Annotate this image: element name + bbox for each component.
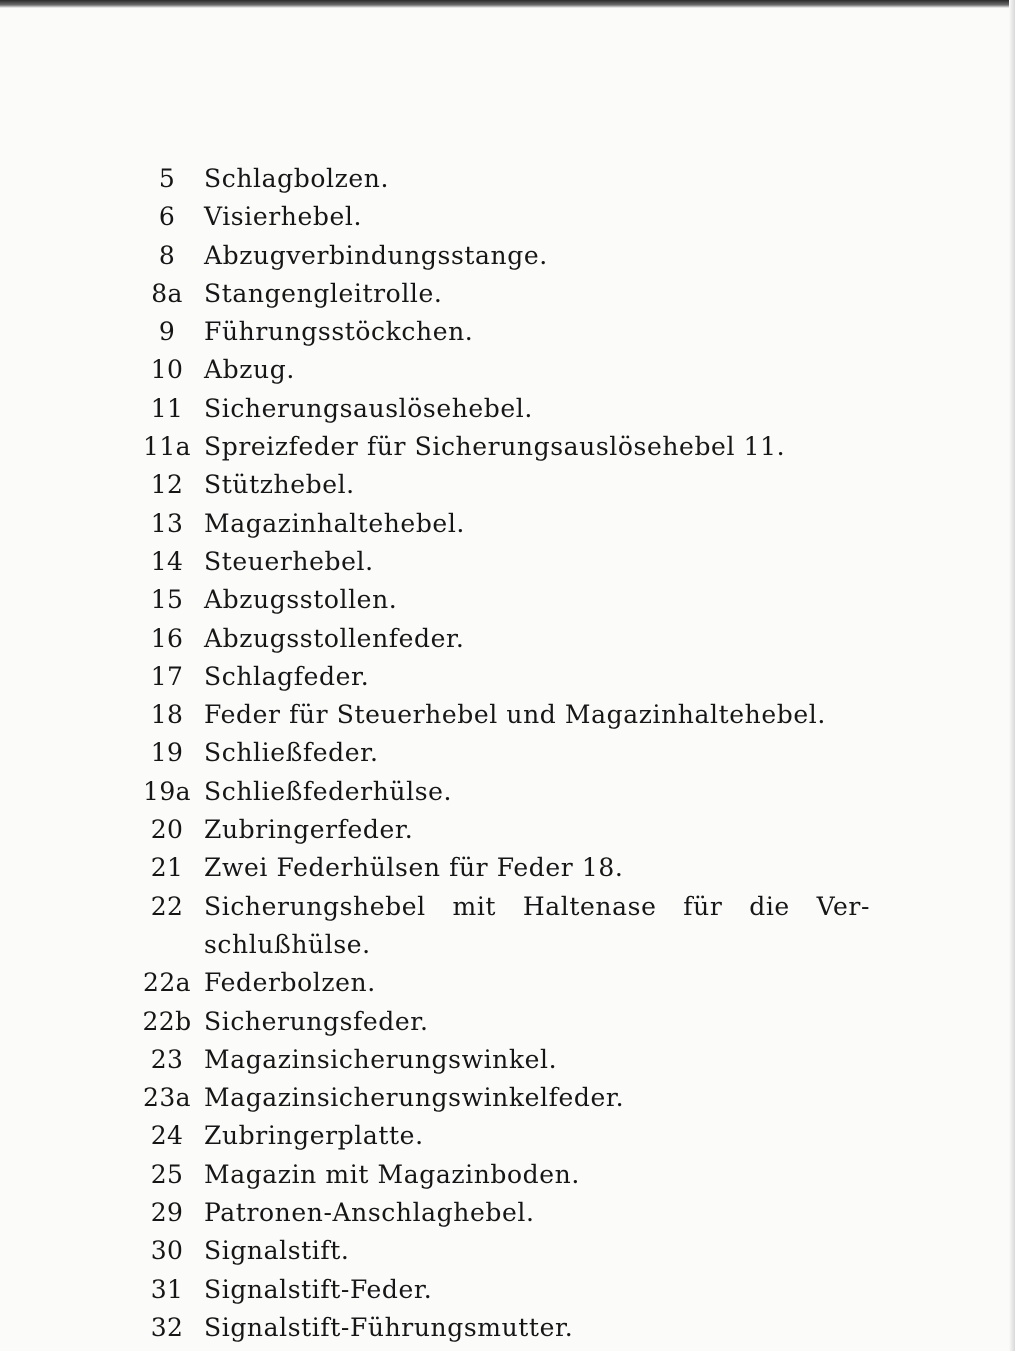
part-name: Zwei Federhülsen für Feder 18. [204, 853, 624, 883]
list-item [130, 1232, 910, 1270]
part-name-wrapped [204, 888, 910, 965]
part-name: Abzug. [204, 355, 295, 385]
list-item [130, 1003, 910, 1041]
part-number: 23a [143, 1083, 191, 1113]
parts-list [130, 160, 910, 1347]
list-item [130, 466, 910, 504]
part-number: 6 [158, 202, 176, 232]
part-number: 8 [158, 240, 176, 270]
part-name-continuation: schlußhülse. [204, 929, 371, 959]
part-number: 22a [143, 968, 191, 998]
part-name: Stützhebel. [204, 470, 355, 500]
part-number: 14 [150, 546, 184, 576]
part-number: 31 [150, 1274, 184, 1304]
part-name: Sicherungsfeder. [204, 1006, 429, 1036]
part-name: Schlagbolzen. [204, 164, 389, 193]
part-number: 24 [150, 1121, 184, 1151]
part-number: 13 [150, 508, 184, 538]
list-item [130, 658, 910, 696]
part-name: Magazinhaltehebel. [204, 508, 465, 538]
part-number: 15 [150, 585, 184, 615]
part-name: Magazinsicherungswinkel. [204, 1044, 558, 1074]
part-number: 23 [150, 1044, 184, 1074]
part-name: Signalstift. [204, 1236, 350, 1266]
list-item [130, 964, 910, 1002]
part-name: Visierhebel. [204, 202, 363, 232]
part-name: Sicherungsauslösehebel. [204, 393, 533, 423]
part-name: Stangengleitrolle. [204, 278, 443, 308]
part-number: 19a [143, 776, 191, 806]
list-item [130, 696, 910, 734]
list-item [130, 428, 910, 466]
part-name: Patronen-Anschlaghebel. [204, 1198, 535, 1228]
part-number: 18 [150, 700, 184, 730]
part-number: 16 [150, 623, 184, 653]
part-name: Abzugsstollen. [204, 585, 398, 615]
part-name: Sicherungshebel mit Haltenase für die Ver- [204, 891, 870, 921]
part-name: Feder für Steuerhebel und Magazinhaltehebel. [204, 700, 826, 730]
list-item [130, 773, 910, 811]
list-item [130, 734, 910, 772]
part-name: Schließfeder. [204, 738, 379, 768]
part-number: 22b [142, 1006, 192, 1036]
part-number: 11 [150, 393, 184, 423]
part-number: 5 [158, 164, 176, 193]
list-item [130, 313, 910, 351]
list-item [130, 390, 910, 428]
part-number: 22 [150, 891, 184, 921]
scan-top-edge [0, 0, 1015, 8]
part-number: 8a [151, 278, 183, 308]
list-item [130, 160, 910, 198]
part-number: 20 [150, 815, 184, 845]
list-item [130, 1117, 910, 1155]
part-name: Schlagfeder. [204, 661, 370, 691]
part-name: Steuerhebel. [204, 546, 374, 576]
list-item [130, 581, 910, 619]
list-item [130, 1156, 910, 1194]
list-item [130, 351, 910, 389]
part-name: Signalstift-Feder. [204, 1274, 433, 1304]
list-item [130, 888, 910, 965]
part-number: 21 [150, 853, 184, 883]
part-number: 9 [158, 317, 176, 347]
list-item [130, 1079, 910, 1117]
part-number: 10 [150, 355, 184, 385]
part-name: Magazin mit Magazinboden. [204, 1159, 580, 1189]
list-item [130, 275, 910, 313]
part-number: 17 [150, 661, 184, 691]
list-item [130, 543, 910, 581]
part-name: Signalstift-Führungsmutter. [204, 1312, 574, 1342]
list-item [130, 1041, 910, 1079]
list-item [130, 811, 910, 849]
list-item [130, 505, 910, 543]
part-name: Führungsstöckchen. [204, 317, 474, 347]
list-item [130, 620, 910, 658]
part-number: 19 [150, 738, 184, 768]
part-number: 29 [150, 1198, 184, 1228]
part-number: 25 [150, 1159, 184, 1189]
part-name: Federbolzen. [204, 968, 376, 998]
part-name: Schließfederhülse. [204, 776, 453, 806]
part-number: 11a [143, 432, 191, 462]
part-name: Abzugsstollenfeder. [204, 623, 465, 653]
list-item [130, 237, 910, 275]
part-name: Spreizfeder für Sicherungsauslösehebel 11. [204, 432, 786, 462]
list-item [130, 849, 910, 887]
list-item [130, 1309, 910, 1347]
part-name: Zubringerplatte. [204, 1121, 424, 1151]
list-item [130, 198, 910, 236]
list-item [130, 1194, 910, 1232]
scan-right-edge [1009, 0, 1015, 1351]
part-number: 12 [150, 470, 184, 500]
part-name: Abzugverbindungsstange. [204, 240, 548, 270]
list-item [130, 1271, 910, 1309]
part-number: 30 [150, 1236, 184, 1266]
part-number: 32 [150, 1312, 184, 1342]
part-name: Magazinsicherungswinkelfeder. [204, 1083, 625, 1113]
part-name: Zubringerfeder. [204, 815, 414, 845]
